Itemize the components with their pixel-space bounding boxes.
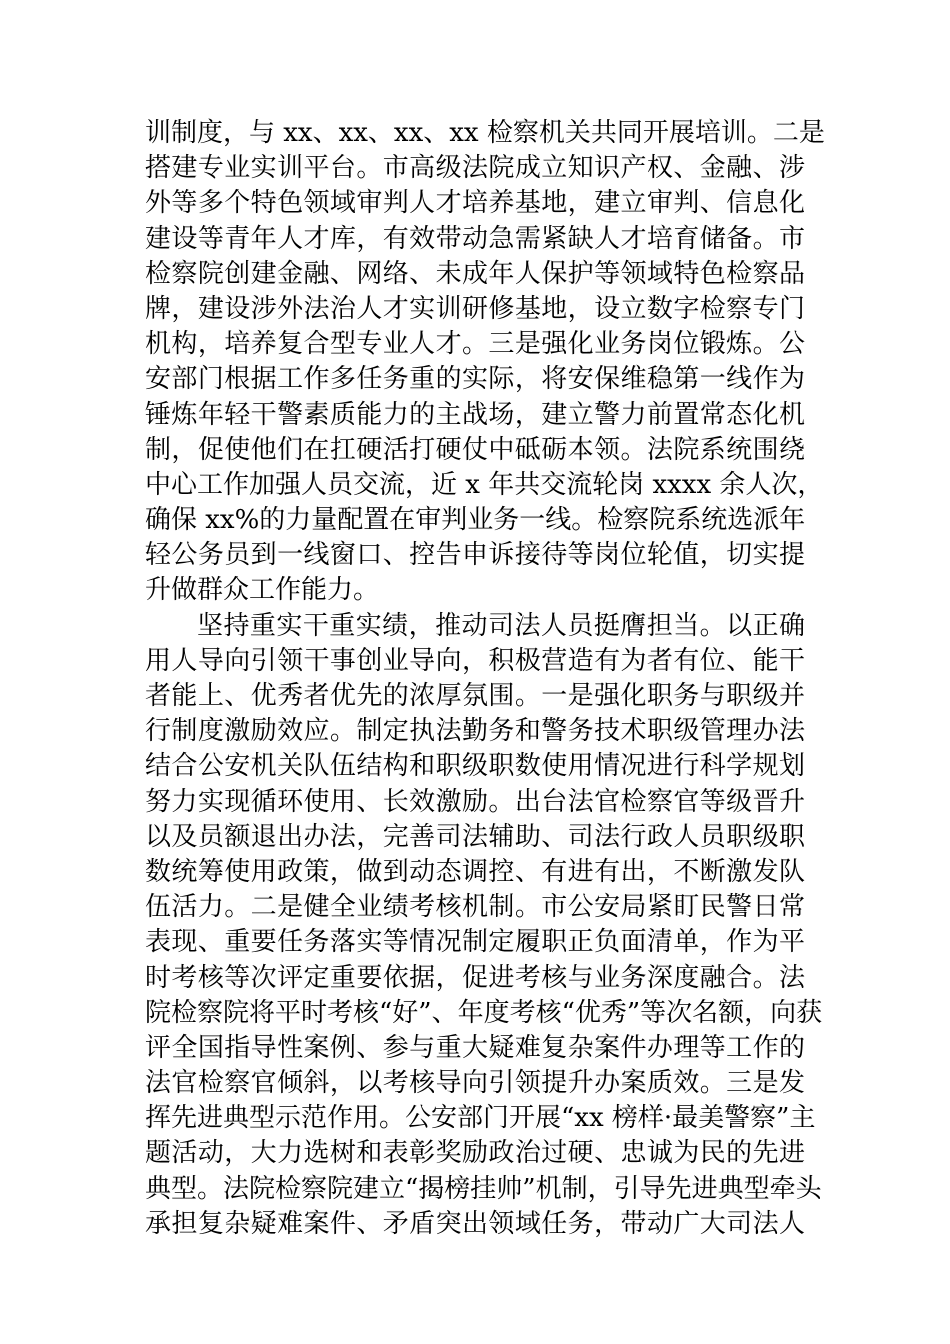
text-line: 典型。法院检察院建立“揭榜挂帅”机制，引导先进典型牵头 <box>145 1173 822 1204</box>
paragraph-2 <box>145 609 823 1242</box>
paragraph-1 <box>145 116 825 609</box>
text-line: 坚持重实干重实绩，推动司法人员挺膺担当。以正确 <box>197 610 805 641</box>
text-line: 训制度，与 xx、xx、xx、xx 检察机关共同开展培训。二是 <box>145 118 825 148</box>
text-line: 机构，培养复合型专业人才。三是强化业务岗位锻炼。公 <box>145 329 805 360</box>
text-line: 检察院创建金融、网络、未成年人保护等领域特色检察品 <box>145 258 805 289</box>
text-line: 努力实现循环使用、长效激励。出台法官检察官等级晋升 <box>145 786 805 817</box>
text-line: 挥先进典型示范作用。公安部门开展“xx 榜样·最美警察”主 <box>145 1103 816 1134</box>
text-line: 数统筹使用政策，做到动态调控、有进有出，不断激发队 <box>145 856 805 887</box>
text-line: 用人导向引领干事创业导向，积极营造有为者有位、能干 <box>145 645 805 676</box>
text-line: 行制度激励效应。制定执法勤务和警务技术职级管理办法 <box>145 716 805 747</box>
text-line: 院检察院将平时考核“好”、年度考核“优秀”等次名额，向获 <box>145 997 823 1028</box>
text-line: 表现、重要任务落实等情况制定履职正负面清单，作为平 <box>145 927 805 958</box>
text-line: 者能上、优秀者优先的浓厚氛围。一是强化职务与职级并 <box>145 681 805 711</box>
text-line: 以及员额退出办法，完善司法辅助、司法行政人员职级职 <box>145 821 805 852</box>
text-line: 承担复杂疑难案件、矛盾突出领域任务，带动广大司法人 <box>145 1208 805 1239</box>
text-line: 搭建专业实训平台。市高级法院成立知识产权、金融、涉 <box>145 153 805 184</box>
text-line: 外等多个特色领域审判人才培养基地，建立审判、信息化 <box>145 188 805 219</box>
text-line: 牌，建设涉外法治人才实训研修基地，设立数字检察专门 <box>145 293 805 324</box>
text-line: 锤炼年轻干警素质能力的主战场，建立警力前置常态化机 <box>145 399 805 430</box>
text-line: 安部门根据工作多任务重的实际，将安保维稳第一线作为 <box>145 364 805 395</box>
text-line: 时考核等次评定重要依据，促进考核与业务深度融合。法 <box>145 962 805 993</box>
document-body <box>145 116 825 1242</box>
text-line: 结合公安机关队伍结构和职级职数使用情况进行科学规划 <box>145 751 805 782</box>
text-line: 评全国指导性案例、参与重大疑难复杂案件办理等工作的 <box>145 1032 805 1063</box>
text-line: 法官检察官倾斜，以考核导向引领提升办案质效。三是发 <box>145 1068 805 1099</box>
text-line: 中心工作加强人员交流，近 x 年共交流轮岗 xxxx 余人次， <box>145 469 824 500</box>
text-line: 题活动，大力选树和表彰奖励政治过硬、忠诚为民的先进 <box>145 1138 805 1169</box>
text-line: 伍活力。二是健全业绩考核机制。市公安局紧盯民警日常 <box>145 892 805 923</box>
text-line: 升做群众工作能力。 <box>145 575 380 606</box>
text-line: 制，促使他们在扛硬活打硬仗中砥砺本领。法院系统围绕 <box>145 434 805 465</box>
text-line: 建设等青年人才库，有效带动急需紧缺人才培育储备。市 <box>145 223 805 254</box>
text-line: 轻公务员到一线窗口、控告申诉接待等岗位轮值，切实提 <box>145 540 805 571</box>
text-line: 确保 xx%的力量配置在审判业务一线。检察院系统选派年 <box>145 505 806 536</box>
